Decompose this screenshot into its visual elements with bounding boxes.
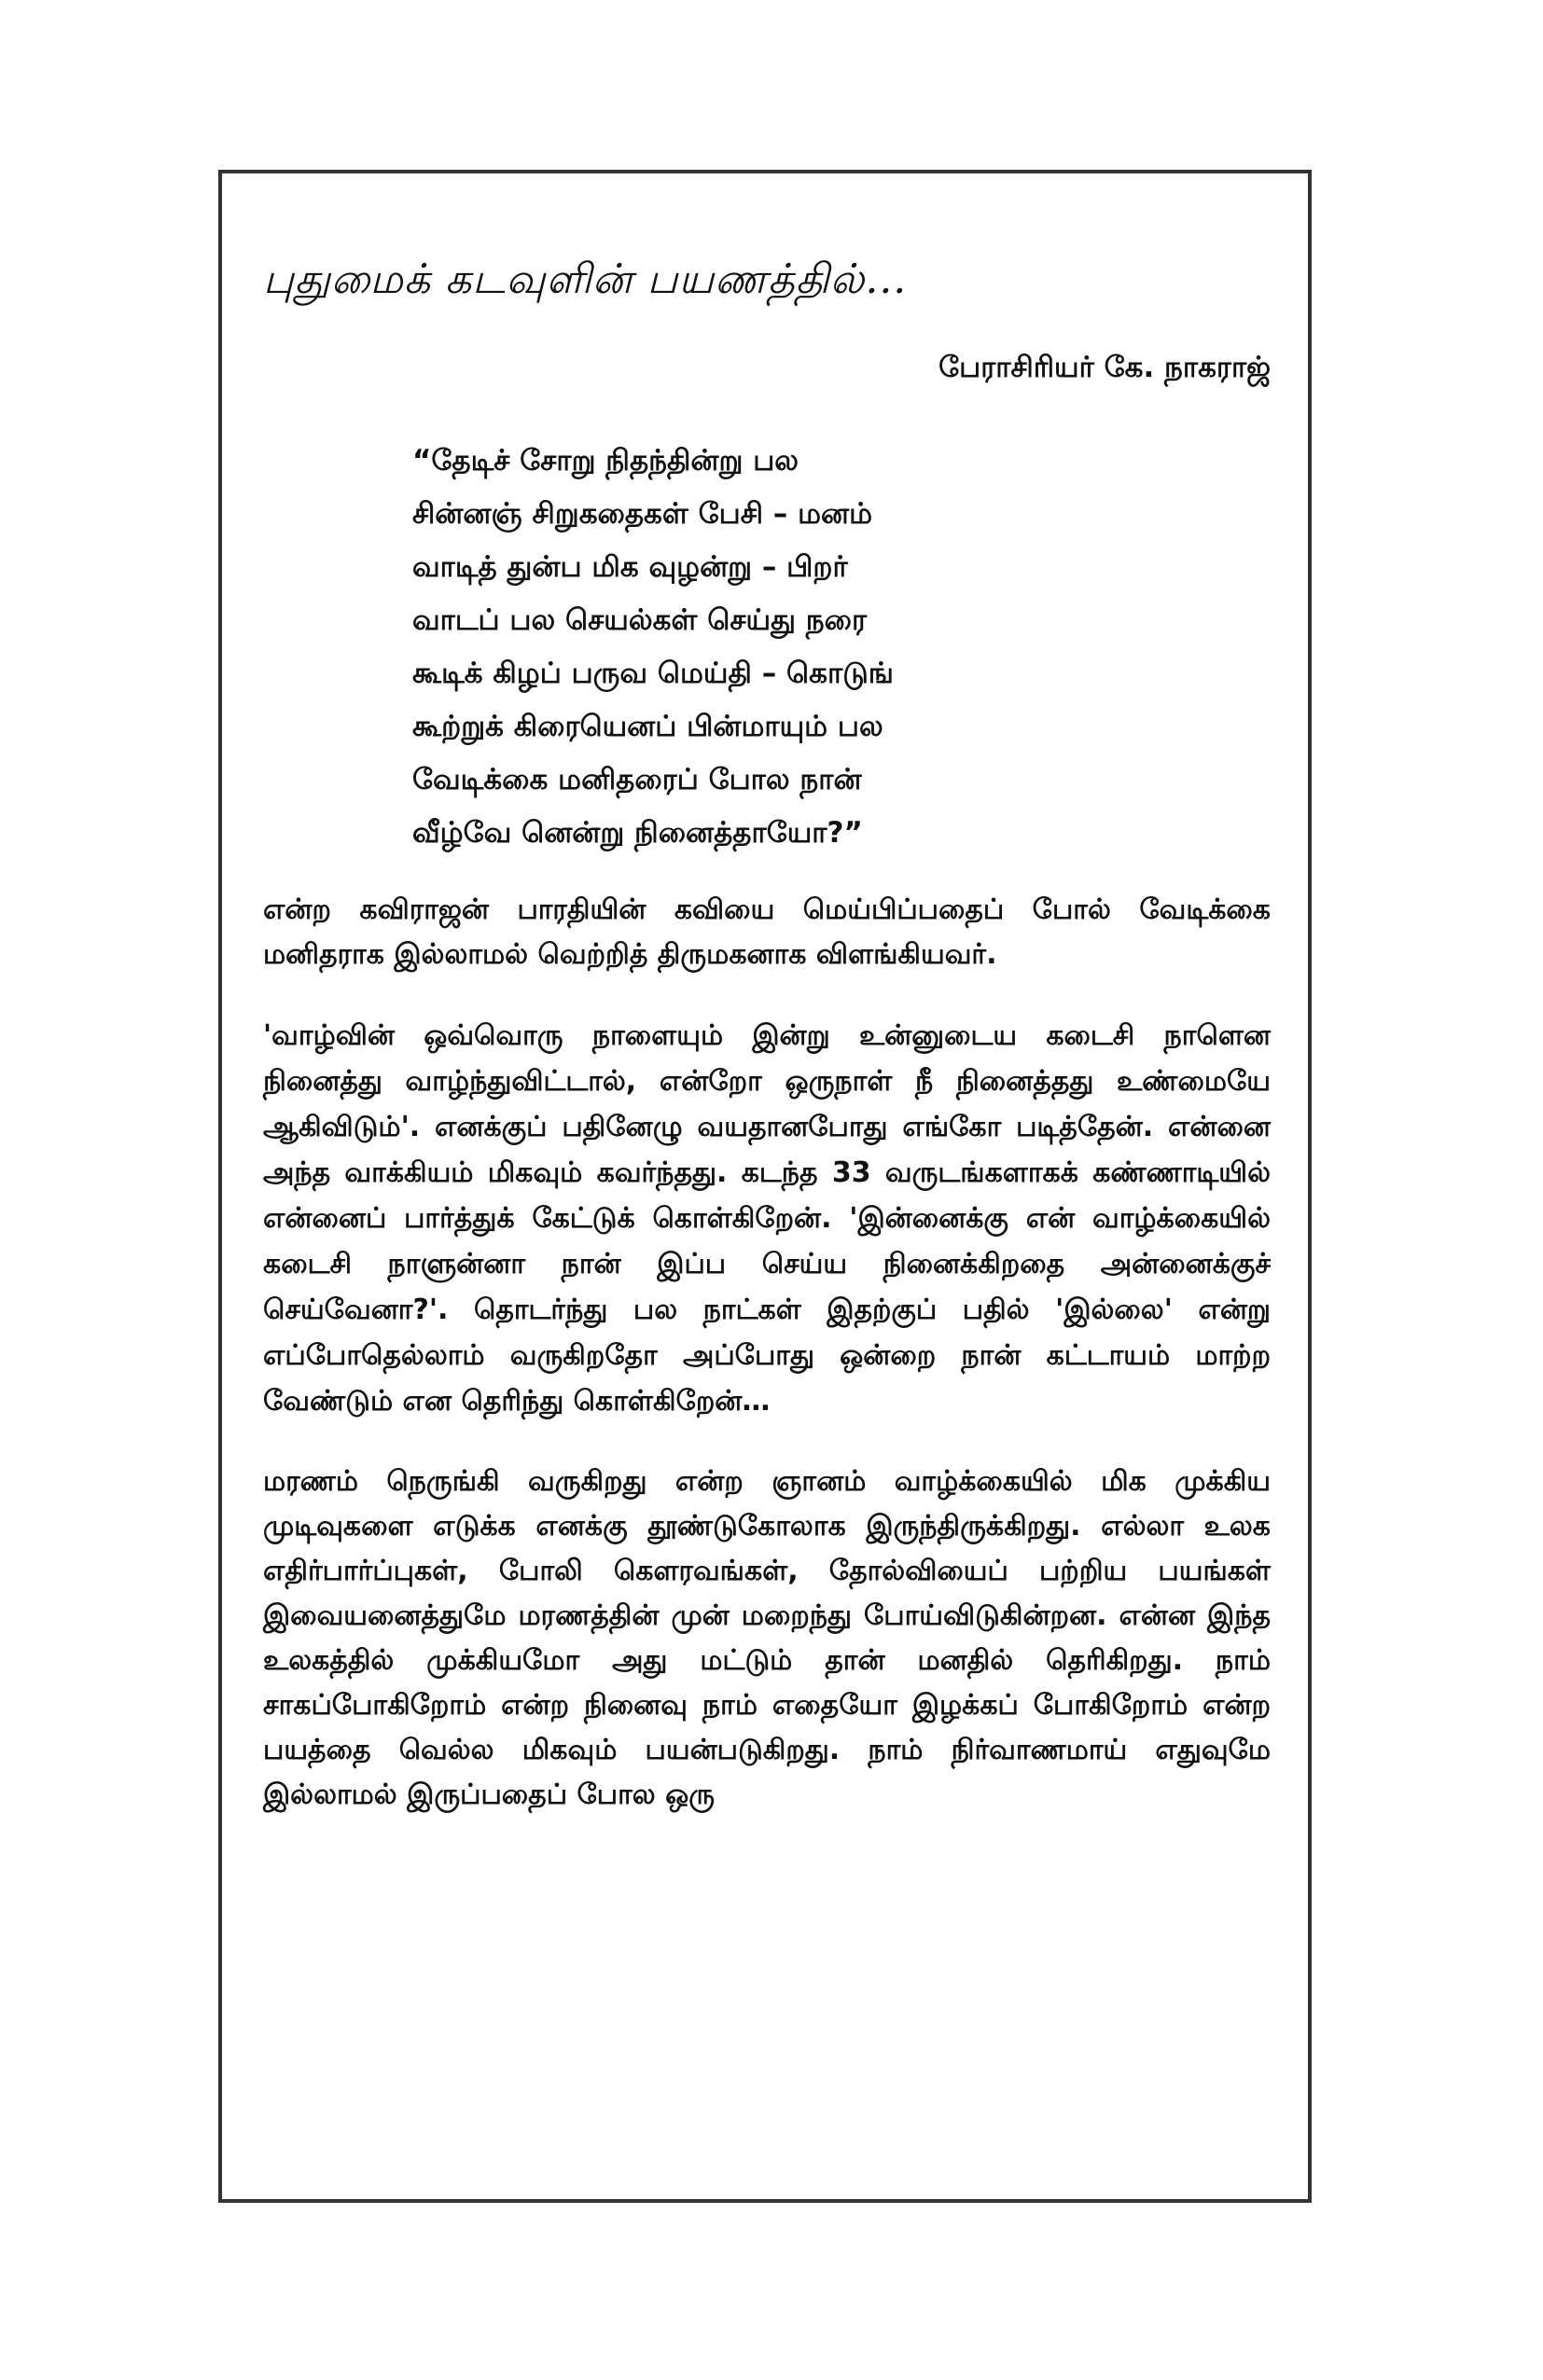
poem-line: சின்னஞ் சிறுகதைகள் பேசி – மனம் (412, 497, 873, 531)
poem-line: வேடிக்கை மனிதரைப் போல நான் (412, 763, 862, 796)
paragraph: மரணம் நெருங்கி வருகிறது என்ற ஞானம் வாழ்க்கையில் மிக முக்கிய முடிவுகளை எடுக்க எனக்கு தூண்டுகோலாக இருந்திருக்கிறது. எல்லா உலக எதிர்பார்ப்புகள், போலி கௌரவங்கள், தோல்வியைப் பற்றிய பயங்கள் இவையனைத்துமே மரணத்தின் முன் மறைந்து போய்விடுகின்றன. என்ன இந்த உலகத்தில் முக்கியமோ அது மட்டும் தான் மனதில் தெரிகிறது. நாம் சாகப்போகிறோம் என்ற நினைவு நாம் எதையோ இழக்கப் போகிறோம் என்ற பயத்தை வெல்ல மிகவும் பயன்படுகிறது. நாம் நிர்வாணமாய் எதுவுமே இல்லாமல் இருப்பதைப் போல ஒரு (263, 1465, 1271, 1811)
paragraph: என்ற கவிராஜன் பாரதியின் கவியை மெய்பிப்பதைப் போல் வேடிக்கை மனிதராக இல்லாமல் வெற்றித் திருமகனாக விளங்கியவர். (263, 893, 1271, 971)
article-body (263, 214, 1271, 1818)
poem-line: கூற்றுக் கிரையெனப் பின்மாயும் பல (412, 710, 883, 743)
paragraph: 'வாழ்வின் ஒவ்வொரு நாளையும் இன்று உன்னுடைய கடைசி நாளென நினைத்து வாழ்ந்துவிட்டால், என்றோ ஒருநாள் நீ நினைத்தது உண்மையே ஆகிவிடும்'. எனக்குப் பதினேழு வயதானபோது எங்கோ படித்தேன். என்னை அந்த வாக்கியம் மிகவும் கவர்ந்தது. கடந்த 33 வருடங்களாகக் கண்ணாடியில் என்னைப் பார்த்துக் கேட்டுக் கொள்கிறேன். 'இன்னைக்கு என் வாழ்க்கையில் கடைசி நாளுன்னா நான் இப்ப செய்ய நினைக்கிறதை அன்னைக்குச் செய்வேனா?'. தொடர்ந்து பல நாட்கள் இதற்குப் பதில் 'இல்லை' என்று எப்போதெல்லாம் வருகிறதோ அப்போது ஒன்றை நான் கட்டாயம் மாற்ற வேண்டும் என தெரிந்து கொள்கிறேன்… (263, 1019, 1271, 1418)
author-byline: பேராசிரியர் கே. நாகராஜ் (938, 351, 1271, 384)
poem-quote (412, 435, 1271, 860)
poem-line: வாடப் பல செயல்கள் செய்து நரை (412, 603, 867, 637)
page-frame (218, 170, 1312, 2203)
article-title: புதுமைக் கடவுளின் பயணத்தில்... (263, 256, 908, 303)
poem-line: வீழ்வே னென்று நினைத்தாயோ?” (412, 816, 863, 850)
poem-line: கூடிக் கிழப் பருவ மெய்தி – கொடுங் (412, 657, 894, 690)
poem-line: வாடித் துன்ப மிக வுழன்று – பிறர் (412, 550, 848, 584)
poem-line: “தேடிச் சோறு நிதந்தின்று பல (412, 444, 799, 477)
